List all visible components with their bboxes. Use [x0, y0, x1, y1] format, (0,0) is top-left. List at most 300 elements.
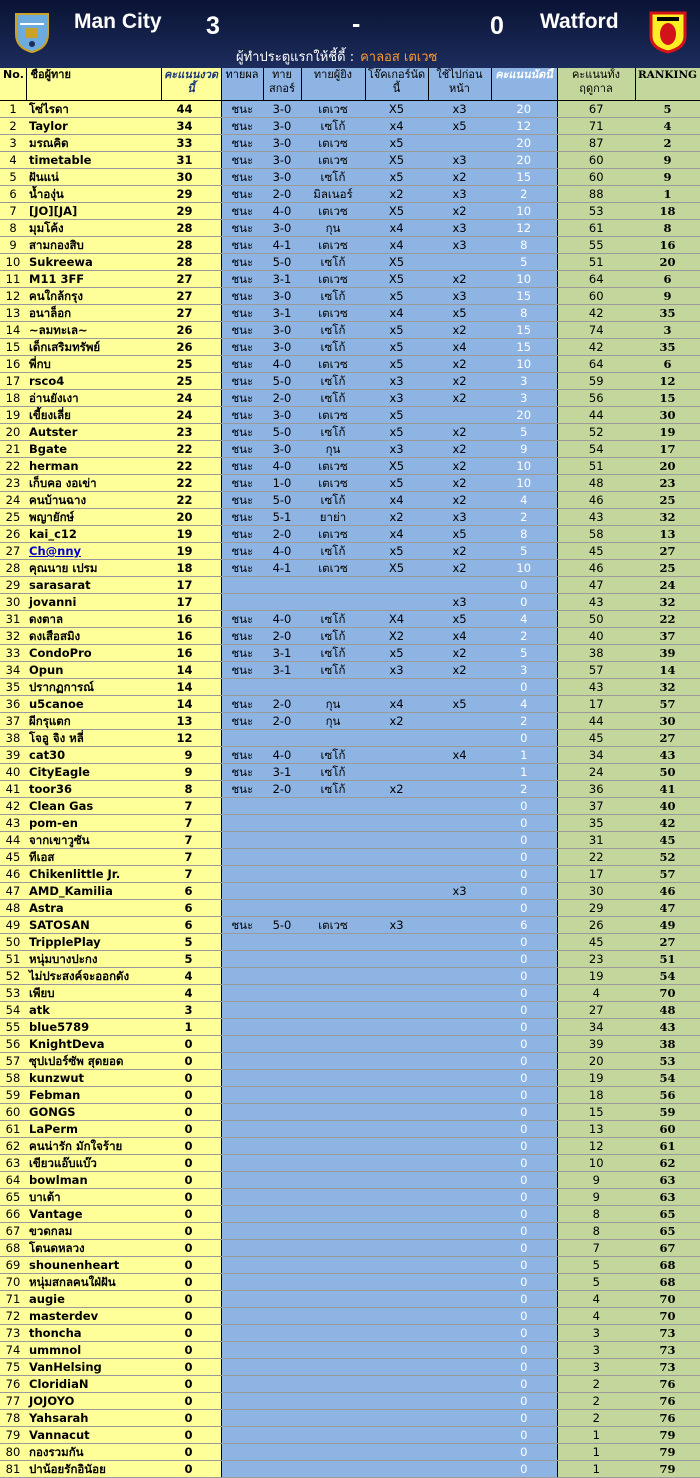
predicted-scorer	[301, 883, 365, 900]
player-name: herman	[26, 458, 161, 475]
row-number: 46	[0, 866, 26, 883]
predicted-result	[221, 1223, 263, 1240]
predicted-score: 3-0	[263, 339, 301, 356]
previous-multiplier	[428, 1206, 491, 1223]
ranking: 1	[635, 186, 700, 203]
today-points: 0	[161, 1036, 221, 1053]
player-name: toor36	[26, 781, 161, 798]
season-points: 52	[557, 424, 635, 441]
row-number: 17	[0, 373, 26, 390]
today-points: 5	[161, 934, 221, 951]
today-points: 24	[161, 407, 221, 424]
predicted-score: 4-0	[263, 458, 301, 475]
row-number: 38	[0, 730, 26, 747]
row-number: 41	[0, 781, 26, 798]
joker-multiplier: x4	[365, 118, 428, 135]
predicted-scorer: เตเวซ	[301, 101, 365, 118]
season-points: 34	[557, 747, 635, 764]
predicted-scorer	[301, 1104, 365, 1121]
predicted-result: ชนะ	[221, 390, 263, 407]
match-points: 15	[491, 169, 557, 186]
today-points: 0	[161, 1223, 221, 1240]
predicted-score: 4-0	[263, 611, 301, 628]
player-name: kai_c12	[26, 526, 161, 543]
joker-multiplier	[365, 1053, 428, 1070]
predicted-scorer	[301, 1342, 365, 1359]
joker-multiplier: X5	[365, 152, 428, 169]
predicted-score	[263, 883, 301, 900]
predicted-score	[263, 985, 301, 1002]
watford-crest-icon	[648, 10, 688, 54]
predicted-result	[221, 1444, 263, 1461]
season-points: 38	[557, 645, 635, 662]
predicted-scorer: กุน	[301, 220, 365, 237]
predicted-score	[263, 1291, 301, 1308]
match-points: 0	[491, 1121, 557, 1138]
table-row	[0, 492, 700, 509]
predicted-result: ชนะ	[221, 611, 263, 628]
predicted-scorer	[301, 1291, 365, 1308]
ranking: 39	[635, 645, 700, 662]
col-header-ranking: RANKING	[635, 68, 700, 101]
player-name[interactable]	[26, 543, 161, 560]
predicted-result: ชนะ	[221, 560, 263, 577]
predicted-result: ชนะ	[221, 441, 263, 458]
player-name: masterdev	[26, 1308, 161, 1325]
today-points: 16	[161, 645, 221, 662]
today-points: 0	[161, 1308, 221, 1325]
today-points: 29	[161, 186, 221, 203]
row-number: 67	[0, 1223, 26, 1240]
predicted-score: 3-0	[263, 407, 301, 424]
joker-multiplier	[365, 1138, 428, 1155]
joker-multiplier	[365, 866, 428, 883]
table-row	[0, 577, 700, 594]
col-header-joker: โจ๊คเกอร์นัดนี้	[365, 68, 428, 101]
today-points: 27	[161, 288, 221, 305]
match-header	[0, 0, 700, 68]
joker-multiplier: X5	[365, 254, 428, 271]
predicted-scorer: เซโก้	[301, 628, 365, 645]
today-points: 26	[161, 322, 221, 339]
row-number: 10	[0, 254, 26, 271]
table-row	[0, 594, 700, 611]
predicted-result: ชนะ	[221, 747, 263, 764]
predicted-scorer: เซโก้	[301, 288, 365, 305]
predicted-result	[221, 1019, 263, 1036]
match-points: 0	[491, 1325, 557, 1342]
table-row	[0, 1002, 700, 1019]
season-points: 3	[557, 1325, 635, 1342]
predicted-score	[263, 1087, 301, 1104]
predicted-result	[221, 849, 263, 866]
ranking: 63	[635, 1172, 700, 1189]
predicted-score: 4-0	[263, 356, 301, 373]
score-separator: -	[352, 10, 361, 38]
match-points: 0	[491, 849, 557, 866]
joker-multiplier	[365, 1393, 428, 1410]
predicted-scorer	[301, 679, 365, 696]
player-name: เพียบ	[26, 985, 161, 1002]
match-points: 2	[491, 781, 557, 798]
today-points: 22	[161, 441, 221, 458]
table-row	[0, 1461, 700, 1478]
table-row	[0, 288, 700, 305]
predicted-scorer: เซโก้	[301, 339, 365, 356]
predicted-result: ชนะ	[221, 645, 263, 662]
match-points: 20	[491, 152, 557, 169]
row-number: 4	[0, 152, 26, 169]
previous-multiplier: x2	[428, 543, 491, 560]
predicted-scorer: เตเวซ	[301, 917, 365, 934]
ranking: 70	[635, 1291, 700, 1308]
previous-multiplier	[428, 849, 491, 866]
ranking: 25	[635, 492, 700, 509]
joker-multiplier: x2	[365, 186, 428, 203]
table-row	[0, 458, 700, 475]
match-points: 0	[491, 577, 557, 594]
season-points: 64	[557, 271, 635, 288]
predicted-result	[221, 679, 263, 696]
ranking: 6	[635, 271, 700, 288]
predicted-score	[263, 1376, 301, 1393]
season-points: 17	[557, 696, 635, 713]
predicted-result	[221, 730, 263, 747]
previous-multiplier: x2	[428, 373, 491, 390]
player-name: หนุ่มบางปะกง	[26, 951, 161, 968]
season-points: 8	[557, 1206, 635, 1223]
match-points: 0	[491, 866, 557, 883]
predicted-result	[221, 1104, 263, 1121]
table-row	[0, 798, 700, 815]
table-row	[0, 1342, 700, 1359]
ranking: 16	[635, 237, 700, 254]
season-points: 45	[557, 934, 635, 951]
player-name: kunzwut	[26, 1070, 161, 1087]
joker-multiplier: x5	[365, 135, 428, 152]
previous-multiplier: x2	[428, 458, 491, 475]
ranking: 54	[635, 968, 700, 985]
season-points: 27	[557, 1002, 635, 1019]
ranking: 48	[635, 1002, 700, 1019]
predicted-score	[263, 900, 301, 917]
season-points: 2	[557, 1410, 635, 1427]
match-points: 0	[491, 1104, 557, 1121]
predicted-scorer	[301, 815, 365, 832]
ranking: 53	[635, 1053, 700, 1070]
season-points: 48	[557, 475, 635, 492]
predicted-result	[221, 985, 263, 1002]
row-number: 8	[0, 220, 26, 237]
row-number: 63	[0, 1155, 26, 1172]
joker-multiplier: x3	[365, 390, 428, 407]
player-name: โจอู จิง หลี่	[26, 730, 161, 747]
joker-multiplier	[365, 730, 428, 747]
table-row	[0, 764, 700, 781]
previous-multiplier: x2	[428, 560, 491, 577]
predicted-scorer	[301, 951, 365, 968]
ranking: 30	[635, 713, 700, 730]
table-row	[0, 101, 700, 118]
predicted-score	[263, 1104, 301, 1121]
joker-multiplier	[365, 883, 428, 900]
season-points: 19	[557, 1070, 635, 1087]
joker-multiplier	[365, 968, 428, 985]
joker-multiplier: x4	[365, 696, 428, 713]
predicted-scorer: เซโก้	[301, 645, 365, 662]
joker-multiplier	[365, 798, 428, 815]
joker-multiplier	[365, 832, 428, 849]
joker-multiplier	[365, 815, 428, 832]
joker-multiplier: x5	[365, 424, 428, 441]
table-row	[0, 135, 700, 152]
season-points: 37	[557, 798, 635, 815]
ranking: 59	[635, 1104, 700, 1121]
joker-multiplier	[365, 1410, 428, 1427]
predicted-result	[221, 1342, 263, 1359]
ranking: 22	[635, 611, 700, 628]
previous-multiplier	[428, 1342, 491, 1359]
match-points: 2	[491, 628, 557, 645]
predicted-scorer: เซโก้	[301, 390, 365, 407]
predicted-scorer	[301, 1036, 365, 1053]
predicted-score: 3-0	[263, 118, 301, 135]
today-points: 22	[161, 475, 221, 492]
match-points: 8	[491, 305, 557, 322]
match-points: 10	[491, 203, 557, 220]
previous-multiplier	[428, 1308, 491, 1325]
previous-multiplier: x5	[428, 611, 491, 628]
predicted-score	[263, 594, 301, 611]
ranking: 2	[635, 135, 700, 152]
season-points: 1	[557, 1444, 635, 1461]
predicted-scorer: เตเวซ	[301, 458, 365, 475]
table-row	[0, 475, 700, 492]
joker-multiplier: X2	[365, 628, 428, 645]
table-row	[0, 985, 700, 1002]
previous-multiplier	[428, 1070, 491, 1087]
predicted-score	[263, 1359, 301, 1376]
predicted-result	[221, 1138, 263, 1155]
match-points: 10	[491, 475, 557, 492]
predicted-result: ชนะ	[221, 543, 263, 560]
predicted-scorer: เตเวซ	[301, 526, 365, 543]
previous-multiplier: x3	[428, 594, 491, 611]
predicted-score	[263, 1257, 301, 1274]
table-row	[0, 730, 700, 747]
player-name: u5canoe	[26, 696, 161, 713]
ranking: 49	[635, 917, 700, 934]
today-points: 7	[161, 832, 221, 849]
predicted-score: 2-0	[263, 526, 301, 543]
joker-multiplier: x3	[365, 662, 428, 679]
ranking: 27	[635, 543, 700, 560]
player-name: หนุ่มสกลคนใฝ่ฝัน	[26, 1274, 161, 1291]
ranking: 32	[635, 594, 700, 611]
predicted-scorer: เซโก้	[301, 543, 365, 560]
player-name: เก็บคอ งอเข่า	[26, 475, 161, 492]
player-name-link[interactable]: Ch@nny	[29, 544, 81, 558]
season-points: 45	[557, 730, 635, 747]
joker-multiplier	[365, 1342, 428, 1359]
season-points: 45	[557, 543, 635, 560]
predicted-result	[221, 1172, 263, 1189]
predicted-score	[263, 1393, 301, 1410]
predicted-score: 3-0	[263, 135, 301, 152]
table-row	[0, 1019, 700, 1036]
today-points: 30	[161, 169, 221, 186]
previous-multiplier: x3	[428, 220, 491, 237]
match-points: 10	[491, 356, 557, 373]
predicted-score	[263, 849, 301, 866]
match-points: 12	[491, 220, 557, 237]
season-points: 2	[557, 1376, 635, 1393]
table-row	[0, 220, 700, 237]
predicted-result: ชนะ	[221, 356, 263, 373]
season-points: 20	[557, 1053, 635, 1070]
man-city-crest-icon	[12, 10, 52, 54]
joker-multiplier: X5	[365, 458, 428, 475]
row-number: 3	[0, 135, 26, 152]
predicted-score	[263, 1240, 301, 1257]
predicted-scorer: เซโก้	[301, 169, 365, 186]
predicted-score: 2-0	[263, 628, 301, 645]
today-points: 0	[161, 1444, 221, 1461]
predicted-score: 4-1	[263, 560, 301, 577]
season-points: 7	[557, 1240, 635, 1257]
today-points: 27	[161, 271, 221, 288]
match-points: 0	[491, 798, 557, 815]
today-points: 7	[161, 815, 221, 832]
match-points: 0	[491, 1155, 557, 1172]
player-name: thoncha	[26, 1325, 161, 1342]
row-number: 6	[0, 186, 26, 203]
predicted-score: 4-0	[263, 747, 301, 764]
predicted-score: 2-0	[263, 781, 301, 798]
today-points: 31	[161, 152, 221, 169]
joker-multiplier: x5	[365, 543, 428, 560]
player-name: ซุปเปอร์ซัพ สุดยอด	[26, 1053, 161, 1070]
match-points: 4	[491, 492, 557, 509]
ranking: 15	[635, 390, 700, 407]
predicted-result	[221, 1155, 263, 1172]
predicted-score: 3-0	[263, 152, 301, 169]
match-points: 0	[491, 1461, 557, 1478]
joker-multiplier	[365, 679, 428, 696]
predicted-score	[263, 1053, 301, 1070]
ranking: 9	[635, 152, 700, 169]
predicted-scorer: เตเวซ	[301, 305, 365, 322]
player-name: มุมโค้ง	[26, 220, 161, 237]
row-number: 66	[0, 1206, 26, 1223]
predicted-score: 4-1	[263, 237, 301, 254]
row-number: 54	[0, 1002, 26, 1019]
previous-multiplier	[428, 1325, 491, 1342]
table-row	[0, 1223, 700, 1240]
row-number: 35	[0, 679, 26, 696]
joker-multiplier	[365, 1444, 428, 1461]
predicted-result: ชนะ	[221, 339, 263, 356]
season-points: 2	[557, 1393, 635, 1410]
row-number: 19	[0, 407, 26, 424]
player-name: CloridiaN	[26, 1376, 161, 1393]
table-row	[0, 645, 700, 662]
predicted-scorer	[301, 1308, 365, 1325]
row-number: 29	[0, 577, 26, 594]
row-number: 47	[0, 883, 26, 900]
row-number: 76	[0, 1376, 26, 1393]
predicted-score: 5-0	[263, 424, 301, 441]
predicted-scorer: กุน	[301, 713, 365, 730]
player-name: rsco4	[26, 373, 161, 390]
previous-multiplier	[428, 1002, 491, 1019]
player-name: กองรวมกัน	[26, 1444, 161, 1461]
previous-multiplier	[428, 577, 491, 594]
previous-multiplier	[428, 1121, 491, 1138]
today-points: 33	[161, 135, 221, 152]
table-row	[0, 1308, 700, 1325]
ranking: 25	[635, 560, 700, 577]
row-number: 34	[0, 662, 26, 679]
predicted-scorer	[301, 1121, 365, 1138]
row-number: 69	[0, 1257, 26, 1274]
row-number: 27	[0, 543, 26, 560]
player-name: Vantage	[26, 1206, 161, 1223]
season-points: 74	[557, 322, 635, 339]
row-number: 60	[0, 1104, 26, 1121]
table-row	[0, 509, 700, 526]
table-row	[0, 1427, 700, 1444]
today-points: 28	[161, 237, 221, 254]
away-score: 0	[490, 12, 504, 40]
predicted-score	[263, 1461, 301, 1478]
season-points: 34	[557, 1019, 635, 1036]
table-row	[0, 883, 700, 900]
table-row	[0, 1121, 700, 1138]
today-points: 29	[161, 203, 221, 220]
predicted-scorer: เซโก้	[301, 781, 365, 798]
ranking: 54	[635, 1070, 700, 1087]
joker-multiplier	[365, 951, 428, 968]
season-points: 13	[557, 1121, 635, 1138]
row-number: 9	[0, 237, 26, 254]
joker-multiplier: x5	[365, 645, 428, 662]
ranking: 79	[635, 1461, 700, 1478]
row-number: 20	[0, 424, 26, 441]
player-name: pom-en	[26, 815, 161, 832]
col-header-season-points: คะแนนทั้งฤดูกาล	[557, 68, 635, 101]
player-name: VanHelsing	[26, 1359, 161, 1376]
predicted-scorer	[301, 1359, 365, 1376]
season-points: 47	[557, 577, 635, 594]
row-number: 32	[0, 628, 26, 645]
player-name: timetable	[26, 152, 161, 169]
today-points: 0	[161, 1291, 221, 1308]
match-points: 3	[491, 373, 557, 390]
predicted-scorer: เซโก้	[301, 611, 365, 628]
predicted-score: 2-0	[263, 713, 301, 730]
season-points: 43	[557, 594, 635, 611]
match-points: 0	[491, 730, 557, 747]
today-points: 19	[161, 543, 221, 560]
predicted-scorer: ยาย่า	[301, 509, 365, 526]
predicted-scorer: มิลเนอร์	[301, 186, 365, 203]
predicted-result: ชนะ	[221, 781, 263, 798]
ranking: 41	[635, 781, 700, 798]
ranking: 5	[635, 101, 700, 118]
today-points: 24	[161, 390, 221, 407]
today-points: 7	[161, 798, 221, 815]
